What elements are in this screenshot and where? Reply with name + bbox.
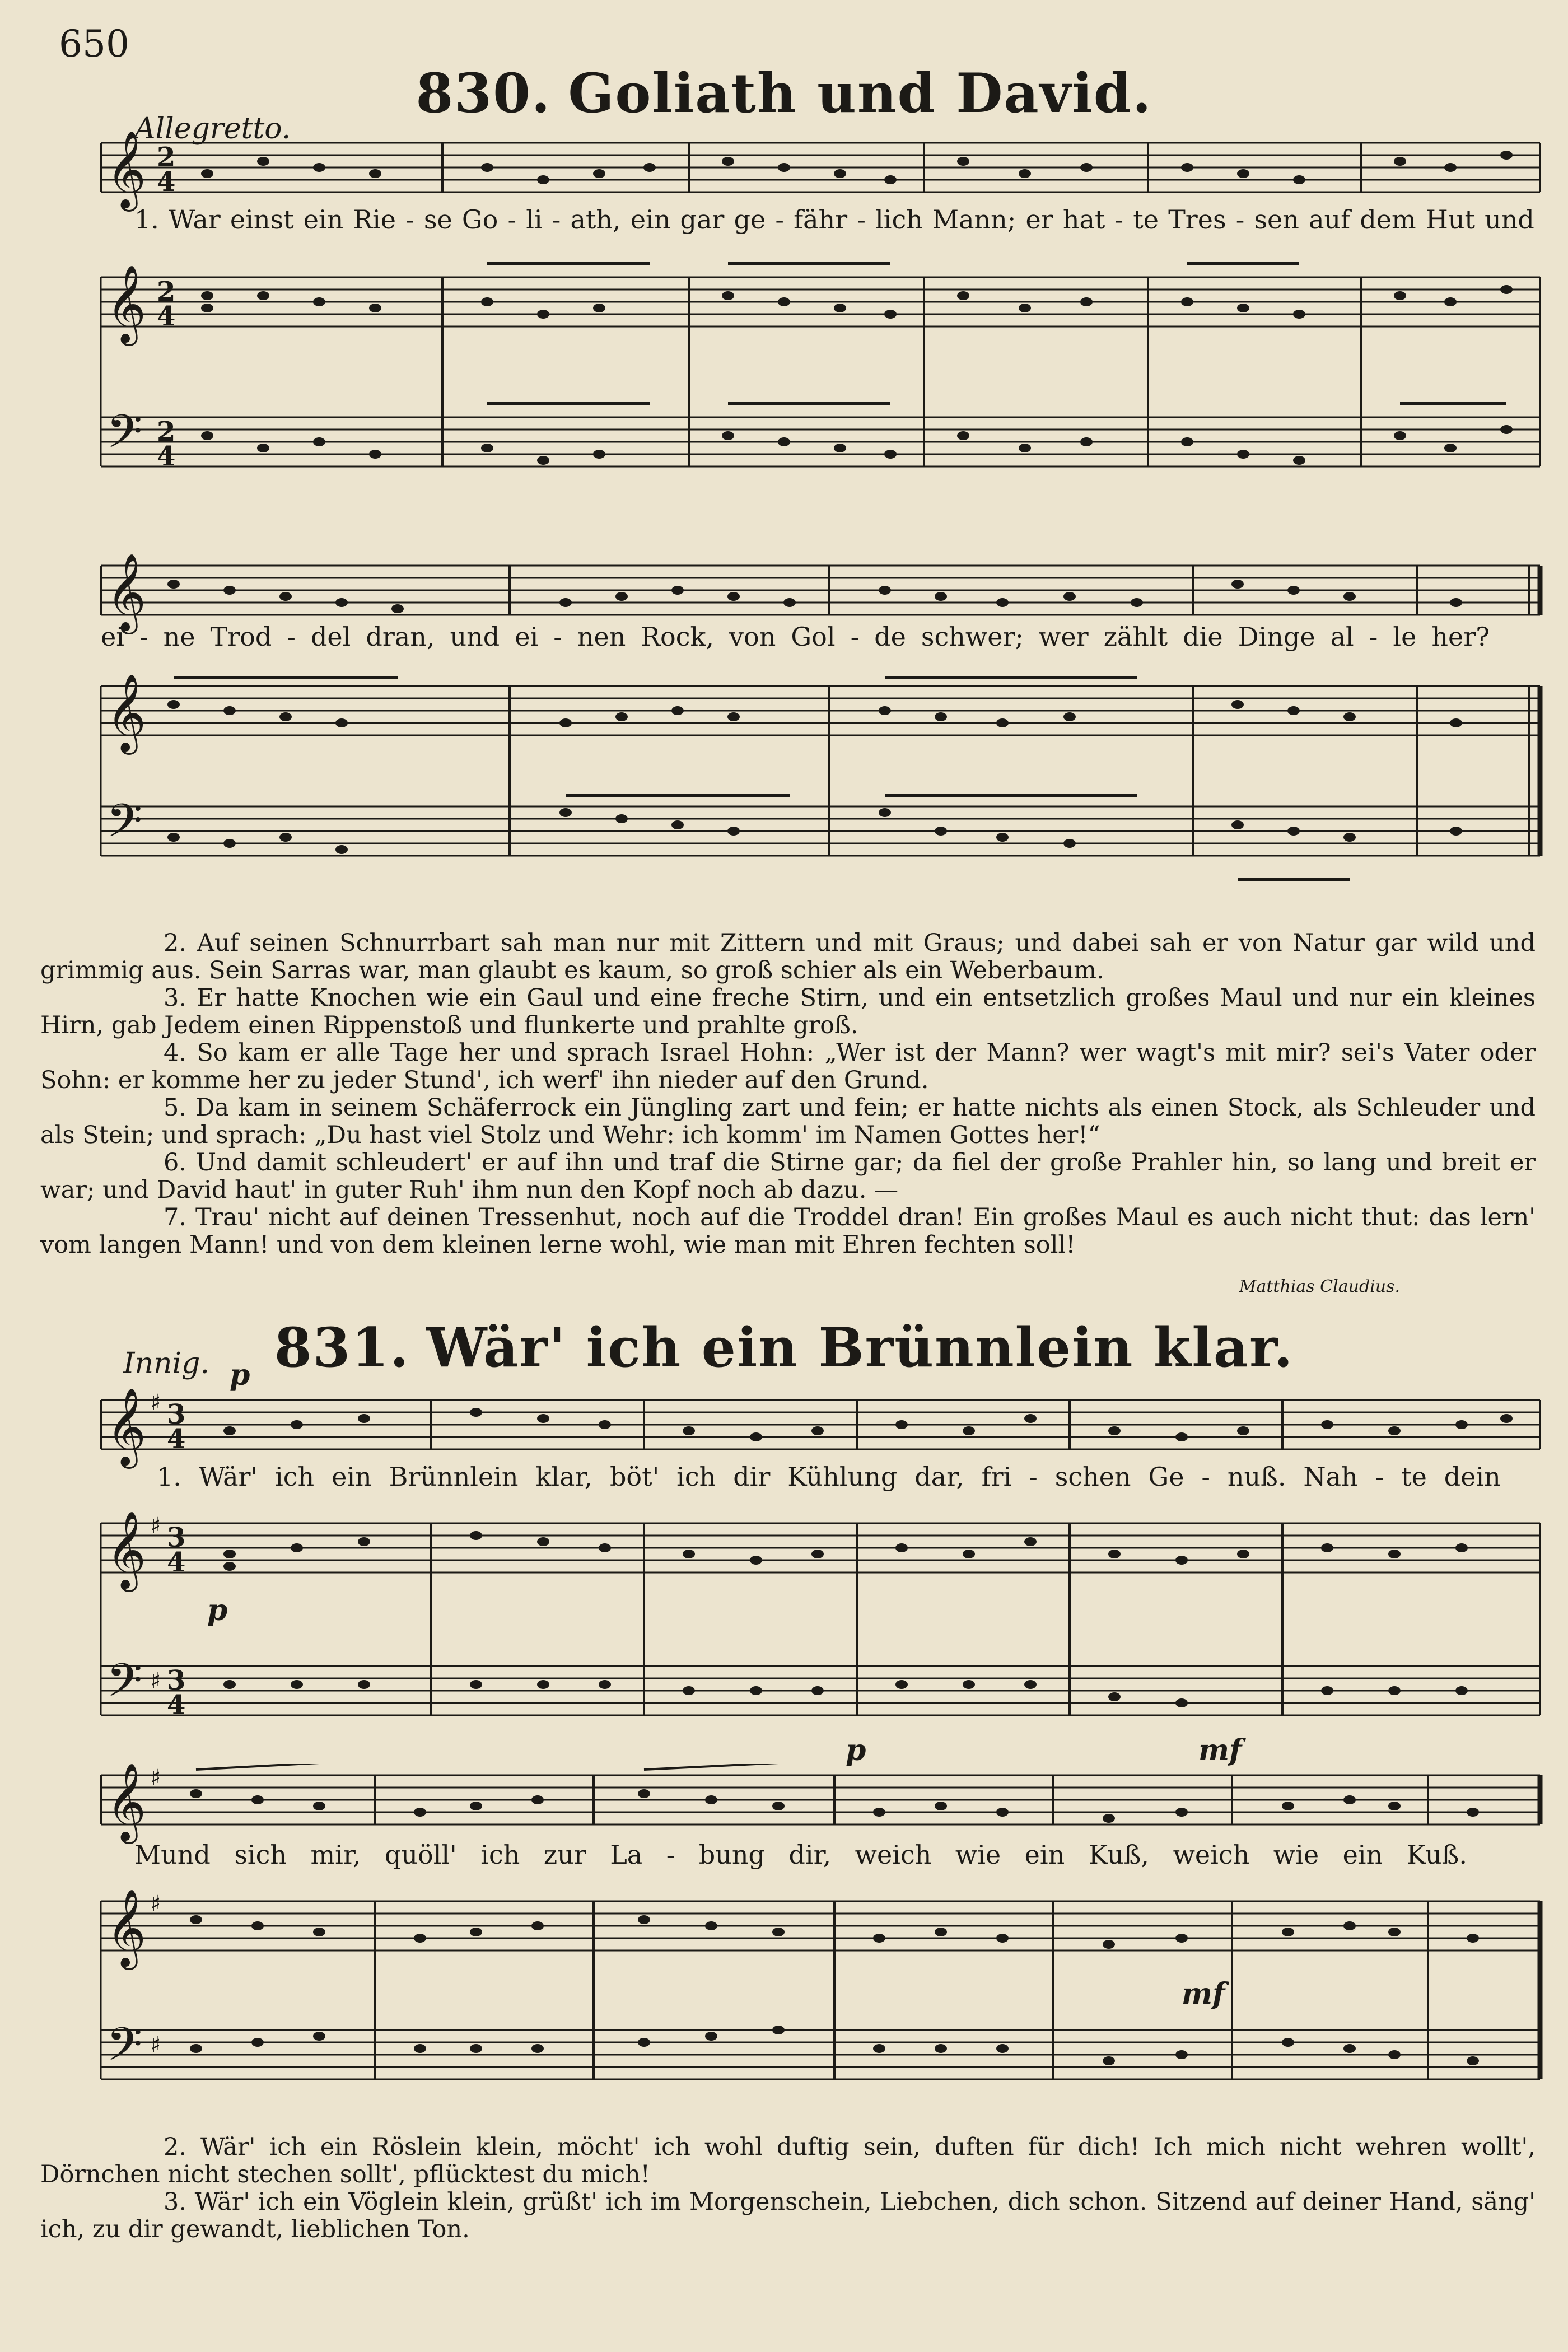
lyric-syllable: ein — [332, 1462, 372, 1492]
lyric-syllable: ein — [1024, 1840, 1065, 1870]
lyric-syllable: mir, — [310, 1840, 361, 1870]
lyric-syllable: hat — [1062, 204, 1105, 235]
author-attribution: Matthias Claudius. — [1239, 1277, 1400, 1296]
svg-text:4: 4 — [157, 166, 176, 198]
dynamic-marking: mf — [1182, 1977, 1225, 2011]
verse: 7. Trau' nicht auf deinen Tressenhut, noch auf die Troddel dran! Ein großes Maul es auch nicht thut: das lern' vom langen Mann! und von dem kleinen lerne wohl, wie man mit Ehren fechten soll! — [40, 1203, 1536, 1259]
lyric-syllable: - — [139, 622, 148, 652]
lyric-syllable: 1. — [134, 204, 159, 235]
svg-text:3: 3 — [167, 1399, 186, 1430]
svg-text:𝄞: 𝄞 — [106, 1764, 146, 1841]
lyric-syllable: ich — [480, 1840, 520, 1870]
svg-text:2: 2 — [157, 416, 176, 447]
svg-text:𝄞: 𝄞 — [106, 1511, 146, 1589]
lyric-syllable: Gol — [791, 622, 836, 652]
lyric-syllable: bung — [698, 1840, 765, 1870]
tempo-marking: Allegretto. — [134, 112, 291, 146]
music-staves — [84, 126, 1551, 552]
verses-830 — [40, 930, 1536, 1259]
page-number: 650 — [59, 22, 129, 66]
lyric-syllable: - — [1369, 622, 1378, 652]
bass-clef: 𝄢 — [106, 404, 143, 470]
lyric-syllable: Rock, — [641, 622, 714, 652]
svg-text:♯: ♯ — [150, 1891, 161, 1917]
lyric-syllable: Ge — [1148, 1462, 1184, 1492]
dynamic-marking: mf — [1198, 1733, 1242, 1767]
verse: 2. Auf seinen Schnurrbart sah man nur mit Zittern und mit Graus; und dabei sah er von Natur gar wild und grimmig aus. Sein Sarras war, man glaubt es kaum, so groß schier als ein Weberbaum. — [40, 929, 1536, 984]
lyric-syllable: Trod — [210, 622, 272, 652]
dynamic-marking: p — [846, 1733, 866, 1767]
music-staves — [84, 554, 1551, 935]
lyric-syllable: ei — [101, 622, 124, 652]
svg-text:4: 4 — [167, 1547, 186, 1578]
lyric-syllable: dem — [1360, 204, 1416, 235]
lyric-syllable: - — [507, 204, 517, 235]
lyric-syllable: die — [1183, 622, 1223, 652]
svg-text:𝄢: 𝄢 — [106, 794, 143, 859]
lyric-syllable: Mund — [134, 1840, 211, 1870]
lyric-syllable: - — [1235, 204, 1245, 235]
lyric-syllable: al — [1330, 622, 1354, 652]
lyric-syllable: zählt — [1103, 622, 1168, 652]
lyric-syllable: ath, — [570, 204, 621, 235]
svg-text:♯: ♯ — [150, 1668, 161, 1694]
lyric-syllable: Tres — [1168, 204, 1226, 235]
lyric-syllable: Wär' — [198, 1462, 258, 1492]
lyric-syllable: und — [450, 622, 500, 652]
lyric-syllable: - — [405, 204, 414, 235]
lyric-syllable: zur — [543, 1840, 586, 1870]
lyric-syllable: und — [1485, 204, 1534, 235]
svg-text:𝄞: 𝄞 — [106, 554, 146, 631]
lyric-syllable: klar, — [535, 1462, 593, 1492]
song-title-text: Wär' ich ein Brünnlein klar. — [426, 1316, 1294, 1379]
lyric-syllable: nuß. — [1227, 1462, 1286, 1492]
lyric-syllable: Nah — [1303, 1462, 1358, 1492]
svg-text:4: 4 — [157, 441, 176, 472]
svg-text:♯: ♯ — [150, 1390, 161, 1416]
verse: 3. Wär' ich ein Vöglein klein, grüßt' ich im Morgenschein, Liebchen, dich schon. Sitzend auf deiner Hand, säng' ich, zu dir gewandt, lieblichen Ton. — [40, 2188, 1536, 2243]
song-number: 830. — [416, 62, 552, 125]
lyric-syllable: - — [1114, 204, 1124, 235]
score-system-3 — [84, 1383, 1551, 1786]
lyric-syllable: quöll' — [384, 1840, 457, 1870]
song-number: 831. — [274, 1316, 410, 1379]
lyric-syllable: einst — [230, 204, 294, 235]
lyric-syllable: schwer; — [921, 622, 1024, 652]
lyric-syllable: - — [1375, 1462, 1384, 1492]
lyric-syllable: Dinge — [1238, 622, 1315, 652]
verse: 3. Er hatte Knochen wie ein Gaul und eine freche Stirn, und ein entsetzlich großes Maul und nur ein kleines Hirn, gab Jedem einen Rippenstoß und flunkerte und prahlte groß. — [40, 984, 1536, 1039]
lyric-syllable: her? — [1431, 622, 1490, 652]
svg-text:♯: ♯ — [150, 1765, 161, 1791]
lyric-syllable: auf — [1309, 204, 1351, 235]
svg-text:4: 4 — [167, 1690, 186, 1721]
lyric-syllable: fri — [981, 1462, 1012, 1492]
lyric-syllable: von — [729, 622, 776, 652]
svg-text:𝄢: 𝄢 — [106, 2017, 143, 2083]
svg-text:𝄞: 𝄞 — [106, 1889, 146, 1967]
lyric-syllable: le — [1393, 622, 1417, 652]
lyric-syllable: er — [1025, 204, 1053, 235]
lyric-syllable: lich — [875, 204, 923, 235]
lyric-syllable: de — [874, 622, 906, 652]
lyric-syllable: böt' — [609, 1462, 660, 1492]
lyric-syllable: gar — [680, 204, 725, 235]
lyric-syllable: Rie — [353, 204, 396, 235]
lyric-syllable: - — [850, 622, 860, 652]
lyric-syllable: fähr — [794, 204, 848, 235]
lyric-syllable: ich — [275, 1462, 315, 1492]
verses-831 — [40, 2134, 1536, 2243]
treble-clef: 𝄞 — [106, 265, 146, 343]
svg-text:3: 3 — [167, 1522, 186, 1553]
lyric-syllable: Brünnlein — [389, 1462, 519, 1492]
tempo-marking: Innig. — [123, 1347, 209, 1380]
lyric-syllable: ein — [1342, 1840, 1383, 1870]
lyric-syllable: Kuß. — [1406, 1840, 1467, 1870]
lyric-syllable: Kuß, — [1088, 1840, 1150, 1870]
svg-text:𝄞: 𝄞 — [106, 674, 146, 752]
lyric-syllable: sich — [234, 1840, 287, 1870]
verse: 4. So kam er alle Tage her und sprach Israel Hohn: „Wer ist der Mann? wer wagt's mit mir? sei's Vater oder Sohn: er komme her zu jeder Stund', ich werf' ihn nieder auf den Grund. — [40, 1039, 1536, 1094]
dynamic-marking: p — [230, 1358, 250, 1392]
music-staves — [84, 1764, 1551, 2122]
lyric-syllable: del — [310, 622, 351, 652]
lyric-syllable: dran, — [366, 622, 435, 652]
lyric-syllable: - — [553, 622, 562, 652]
lyric-syllable: War — [169, 204, 221, 235]
score-system-2 — [84, 554, 1551, 935]
lyric-syllable: - — [1029, 1462, 1038, 1492]
lyrics-831-line-1 — [157, 1462, 1501, 1492]
svg-text:𝄞: 𝄞 — [106, 1388, 146, 1466]
lyric-syllable: ein — [630, 204, 671, 235]
svg-text:♯: ♯ — [150, 1513, 161, 1539]
lyric-syllable: Hut — [1425, 204, 1475, 235]
lyric-syllable: - — [552, 204, 561, 235]
svg-text:𝄢: 𝄢 — [106, 1653, 143, 1719]
lyric-syllable: ne — [163, 622, 195, 652]
lyrics-830-line-2 — [101, 622, 1490, 652]
lyric-syllable: dar, — [914, 1462, 964, 1492]
svg-text:2: 2 — [157, 142, 176, 173]
lyric-syllable: dein — [1444, 1462, 1501, 1492]
lyric-syllable: se — [423, 204, 452, 235]
lyric-syllable: wer — [1039, 622, 1089, 652]
score-system-1 — [84, 126, 1551, 552]
lyric-syllable: ei — [515, 622, 539, 652]
lyrics-830-line-1 — [134, 204, 1534, 235]
lyric-syllable: Go — [461, 204, 498, 235]
lyric-syllable: dir — [733, 1462, 771, 1492]
lyric-syllable: ein — [303, 204, 344, 235]
lyric-syllable: weich — [855, 1840, 932, 1870]
lyric-syllable: dir, — [788, 1840, 832, 1870]
lyric-syllable: - — [287, 622, 296, 652]
lyric-syllable: wie — [1273, 1840, 1319, 1870]
lyric-syllable: - — [1201, 1462, 1210, 1492]
lyric-syllable: Mann; — [932, 204, 1016, 235]
lyric-syllable: wie — [955, 1840, 1001, 1870]
lyric-syllable: sen — [1254, 204, 1299, 235]
verse: 2. Wär' ich ein Röslein klein, möcht' ich wohl duftig sein, duften für dich! Ich mich nicht wehren wollt', Dörnchen nicht stechen sollt', pflücktest du mich! — [40, 2133, 1536, 2188]
lyric-syllable: La — [610, 1840, 643, 1870]
lyrics-831-line-2 — [134, 1840, 1467, 1870]
lyric-syllable: li — [526, 204, 543, 235]
lyric-syllable: Kühlung — [787, 1462, 898, 1492]
verse: 6. Und damit schleudert' er auf ihn und traf die Stirne gar; da fiel der große Prahler hin, so lang und breit er war; und David haut' in guter Ruh' ihm nun den Kopf noch ab dazu. — — [40, 1149, 1536, 1204]
verse: 5. Da kam in seinem Schäferrock ein Jüngling zart und fein; er hatte nichts als einen Stock, als Schleuder und als Stein; und sprach: „Du hast viel Stolz und Wehr: ich komm' im Namen Gottes her!“ — [40, 1094, 1536, 1149]
beams — [487, 263, 1506, 403]
lyric-syllable: ich — [676, 1462, 716, 1492]
lyric-syllable: - — [857, 204, 866, 235]
lyric-syllable: schen — [1054, 1462, 1131, 1492]
lyric-syllable: ge — [734, 204, 766, 235]
song-title-text: Goliath und David. — [568, 62, 1152, 125]
lyric-syllable: te — [1133, 204, 1159, 235]
lyric-syllable: - — [666, 1840, 675, 1870]
svg-text:♯: ♯ — [150, 2032, 161, 2058]
svg-text:4: 4 — [157, 301, 176, 332]
svg-text:4: 4 — [167, 1424, 186, 1455]
lyric-syllable: nen — [577, 622, 626, 652]
music-staves — [84, 1383, 1551, 1786]
lyric-syllable: 1. — [157, 1462, 181, 1492]
lyric-syllable: te — [1401, 1462, 1427, 1492]
lyric-syllable: - — [775, 204, 784, 235]
dynamic-marking: p — [207, 1593, 228, 1627]
lyric-syllable: weich — [1173, 1840, 1250, 1870]
treble-clef: 𝄞 — [106, 130, 146, 208]
score-system-4 — [84, 1764, 1551, 2122]
svg-text:2: 2 — [157, 276, 176, 307]
svg-text:3: 3 — [167, 1665, 186, 1696]
